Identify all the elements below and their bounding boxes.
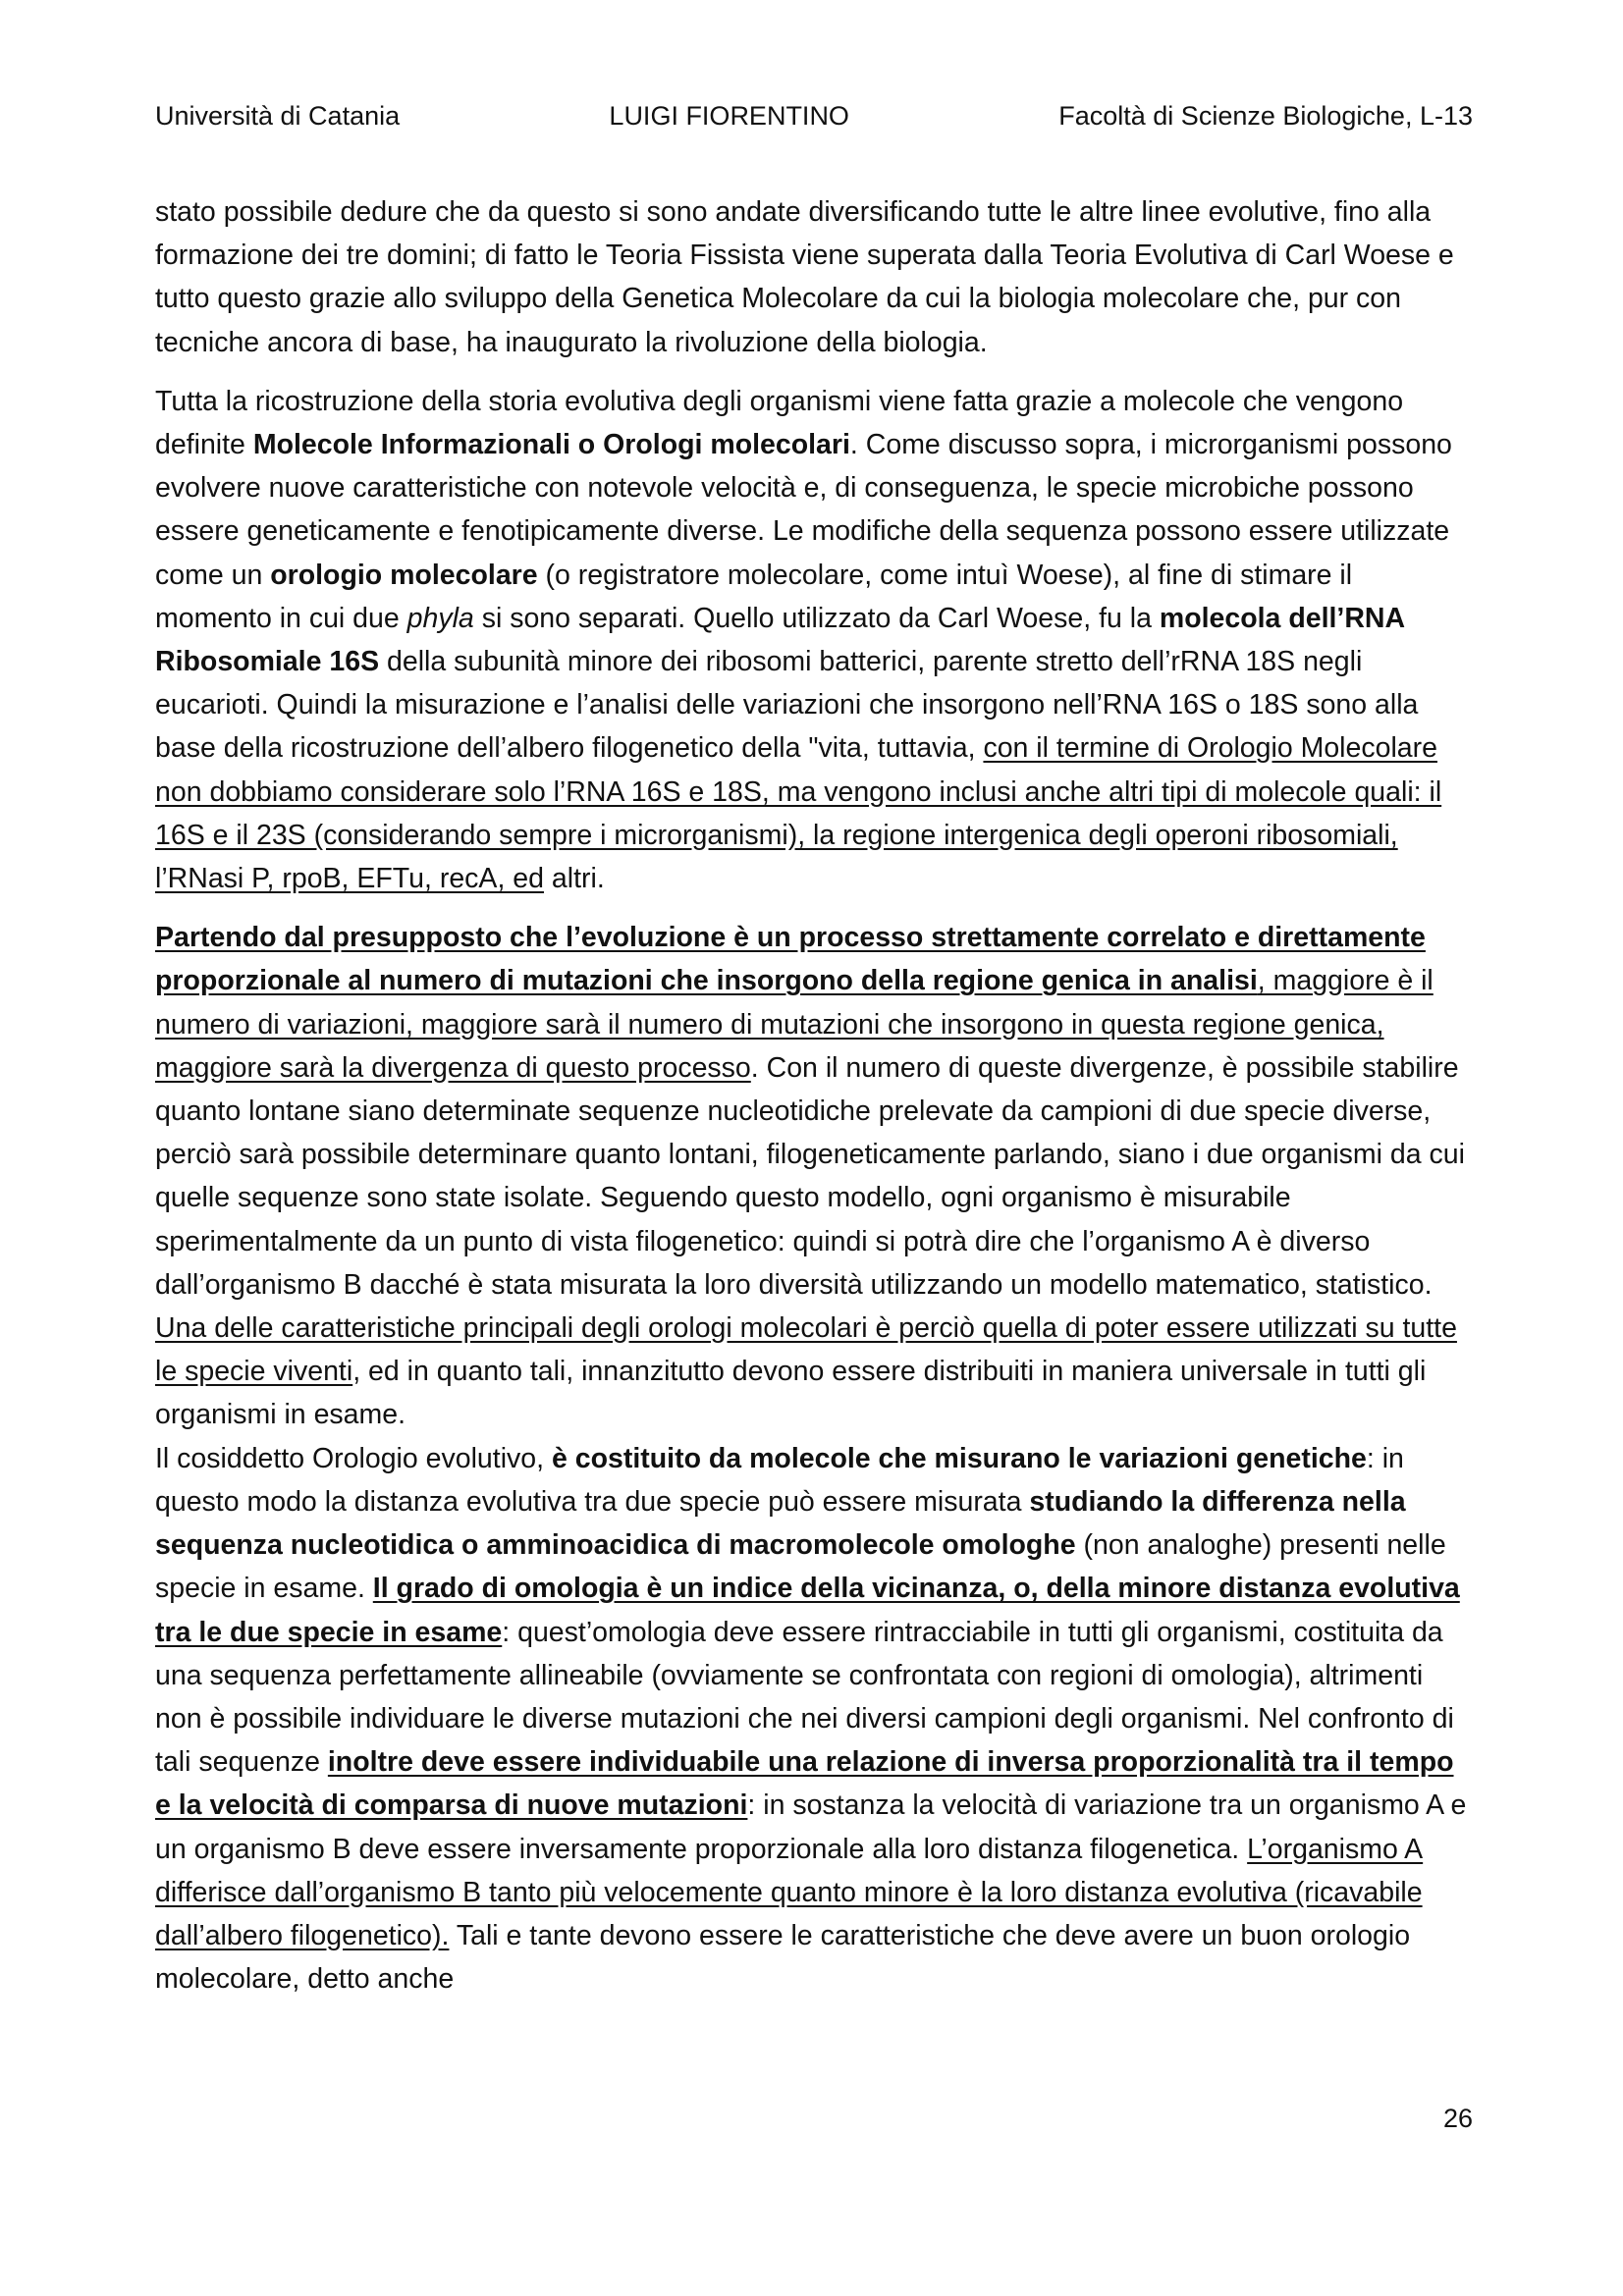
p3-bold-underline-1: Partendo dal presupposto che l’evoluzione è un processo strettamente correlato e direttamente proporzionale al numero di mutazioni che insorgono della regione genica in analisi xyxy=(155,922,1426,997)
page-body xyxy=(155,190,1473,2016)
p4-underline-1: L’organismo A differisce dall’organismo B tanto più velocemente quanto minore è la loro distanza evolutiva (ricavabile dall’albero filogenetico). xyxy=(155,1833,1424,1951)
p4-text-4: : quest’omologia deve essere rintracciabile in tutti gli organismi, costituita da una sequenza perfettamente allineabile (ovviamente se confrontata con regioni di omologia), altrimenti non è possibile individuare le diverse mutazioni che nei diversi campioni degli organismi. Nel confronto di tali sequenze xyxy=(155,1616,1454,1779)
p1-text-1: stato possibile dedure che da questo si sono andate diversificando tutte le altre linee evolutive, fino alla formazione dei tre domini; di fatto le Teoria Fissista viene superata dalla Teoria Evolutiva di Carl Woese e tutto questo grazie allo sviluppo della Genetica Molecolare da cui la biologia molecolare che, pur con tecniche ancora di base, ha inaugurato la rivoluzione della biologia. xyxy=(155,196,1454,358)
header-faculty: Facoltà di Scienze Biologiche, L-13 xyxy=(1058,101,1473,131)
p3-underline-1: , maggiore è il numero di variazioni, maggiore sarà il numero di mutazioni che insorgono in questa regione genica, maggiore sarà la divergenza di questo processo xyxy=(155,965,1434,1084)
header-university: Università di Catania xyxy=(155,101,401,131)
header-author: LUIGI FIORENTINO xyxy=(609,101,849,131)
paragraph-3 xyxy=(155,916,1473,1436)
p4-bold-2: studiando la differenza nella sequenza nucleotidica o amminoacidica di macromolecole omologhe xyxy=(155,1485,1406,1562)
p4-text-3: (non analoghe) presenti nelle specie in esame. xyxy=(155,1529,1446,1605)
p2-text-3: (o registratore molecolare, come intuì Woese), al fine di stimare il momento in cui due xyxy=(155,559,1353,634)
page-number: 26 xyxy=(1442,2104,1473,2133)
p4-text-1: Il cosiddetto Orologio evolutivo, xyxy=(155,1442,552,1474)
paragraph-1 xyxy=(155,190,1473,364)
p2-text-5: della subunità minore dei ribosomi batterici, parente stretto dell’rRNA 18S negli eucarioti. Quindi la misurazione e l’analisi delle variazioni che insorgono nell’RNA 16S o 18S sono alla base della ricostruzione dell’albero filogenetico della "vita, tuttavia, xyxy=(155,646,1419,765)
p2-bold-3: molecola dell’RNA Ribosomiale 16S xyxy=(155,602,1405,678)
p3-text-2: , ed in quanto tali, innanzitutto devono essere distribuiti in maniera universale in tutti gli organismi in esame. xyxy=(155,1356,1427,1431)
p4-text-2: : in questo modo la distanza evolutiva tra due specie può essere misurata xyxy=(155,1442,1404,1518)
p2-bold-2: orologio molecolare xyxy=(270,559,538,591)
p2-bold-1: Molecole Informazionali o Orologi molecolari xyxy=(252,429,850,461)
paragraph-4 xyxy=(155,1437,1473,2002)
p2-underline-1: con il termine di Orologio Molecolare non dobbiamo considerare solo l’RNA 16S e 18S, ma vengono inclusi anche altri tipi di molecole quali: il 16S e il 23S (considerando sempre i microrganismi), la regione intergenica degli operoni ribosomiali, l’RNasi P, rpoB, EFTu, recA, ed xyxy=(155,732,1442,895)
p4-text-6: Tali e tante devono essere le caratteristiche che deve avere un buon orologio molecolare, detto anche xyxy=(155,1919,1411,1996)
p4-text-5: : in sostanza la velocità di variazione tra un organismo A e un organismo B deve essere inversamente proporzionale alla loro distanza filogenetica. xyxy=(155,1789,1467,1865)
p4-bold-1: è costituito da molecole che misurano le variazioni genetiche xyxy=(551,1442,1367,1474)
paragraph-2 xyxy=(155,380,1473,900)
p2-text-6: altri. xyxy=(543,863,605,895)
p4-bold-underline-2: inoltre deve essere individuabile una relazione di inversa proporzionalità tra il tempo e la velocità di comparsa di nuove mutazioni xyxy=(155,1746,1454,1822)
p2-italic-1: phyla xyxy=(406,602,474,634)
p2-text-1: Tutta la ricostruzione della storia evolutiva degli organismi viene fatta grazie a molecole che vengono definite xyxy=(155,385,1404,461)
p4-bold-underline-1: Il grado di omologia è un indice della vicinanza, o, della minore distanza evolutiva tra le due specie in esame xyxy=(155,1573,1460,1648)
p2-text-4: si sono separati. Quello utilizzato da Carl Woese, fu la xyxy=(473,602,1160,634)
p3-text-1: . Con il numero di queste divergenze, è possibile stabilire quanto lontane siano determinate sequenze nucleotidiche prelevate da campioni di due specie diverse, perciò sarà possibile determinare quanto lontani, filogeneticamente parlando, siano i due organismi da cui quelle sequenze sono state isolate. Seguendo questo modello, ogni organismo è misurabile sperimentalmente da un punto di vista filogenetico: quindi si potrà dire che l’organismo A è diverso dall’organismo B dacché è stata misurata la loro diversità utilizzando un modello matematico, statistico. xyxy=(155,1051,1465,1301)
page-header xyxy=(155,98,1473,133)
p2-text-2: . Come discusso sopra, i microrganismi possono evolvere nuove caratteristiche con notevole velocità e, di conseguenza, le specie microbiche possono essere geneticamente e fenotipicamente diverse. Le modifiche della sequenza possono essere utilizzate come un xyxy=(155,429,1452,591)
p3-underline-2: Una delle caratteristiche principali degli orologi molecolari è perciò quella di poter essere utilizzati su tutte le specie viventi xyxy=(155,1312,1457,1388)
